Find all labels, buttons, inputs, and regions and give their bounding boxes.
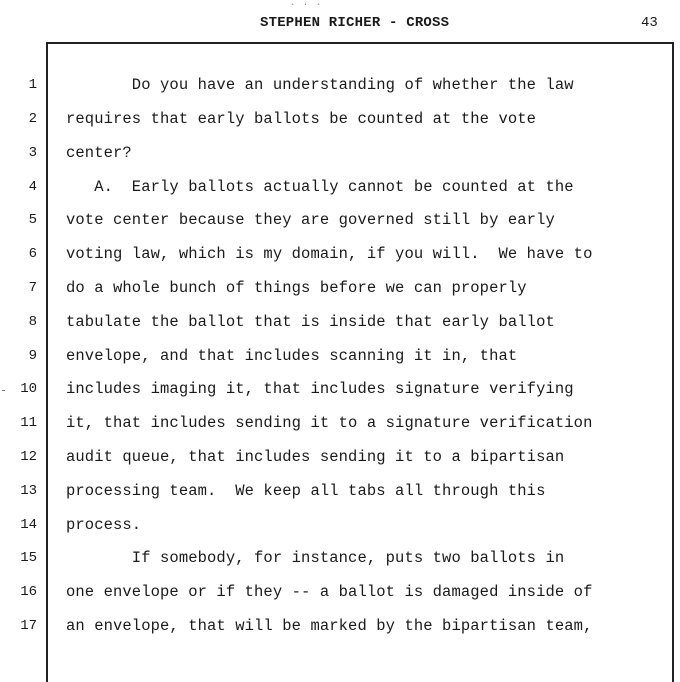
- line-number: 9: [28, 348, 37, 364]
- transcript-line: it, that includes sending it to a signature verification: [66, 414, 593, 432]
- transcript-line: Do you have an understanding of whether the law: [66, 76, 574, 94]
- line-number: 16: [20, 584, 37, 600]
- transcript-line: processing team. We keep all tabs all through this: [66, 482, 546, 500]
- transcript-line: A. Early ballots actually cannot be counted at the: [66, 178, 574, 196]
- transcript-line: center?: [66, 144, 132, 162]
- page-header-title: STEPHEN RICHER - CROSS: [260, 15, 450, 31]
- line-number: 10: [20, 381, 37, 397]
- top-dots-decoration: · · ·: [290, 0, 323, 10]
- line-number: 5: [28, 212, 37, 228]
- line-number: 8: [28, 314, 37, 330]
- line-number: 13: [20, 483, 37, 499]
- line-number: 4: [28, 179, 37, 195]
- transcript-line: an envelope, that will be marked by the bipartisan team,: [66, 617, 593, 635]
- transcript-line: tabulate the ballot that is inside that early ballot: [66, 313, 555, 331]
- line-number: 17: [20, 618, 37, 634]
- line-number: 11: [20, 415, 37, 431]
- line-number: 1: [28, 77, 37, 93]
- transcript-line: process.: [66, 516, 142, 534]
- transcript-line: vote center because they are governed still by early: [66, 211, 555, 229]
- line-number: 15: [20, 550, 37, 566]
- transcript-line: requires that early ballots be counted at the vote: [66, 110, 537, 128]
- transcript-line: audit queue, that includes sending it to a bipartisan: [66, 448, 565, 466]
- line-number: 14: [20, 517, 37, 533]
- page-number: 43: [641, 15, 658, 31]
- line-number: 2: [28, 111, 37, 127]
- transcript-line: includes imaging it, that includes signature verifying: [66, 380, 574, 398]
- line-number: 7: [28, 280, 37, 296]
- transcript-line: voting law, which is my domain, if you will. We have to: [66, 245, 593, 263]
- transcript-line: do a whole bunch of things before we can properly: [66, 279, 527, 297]
- line-number: 12: [20, 449, 37, 465]
- transcript-line: envelope, and that includes scanning it in, that: [66, 347, 518, 365]
- transcript-line: one envelope or if they -- a ballot is damaged inside of: [66, 583, 593, 601]
- line-number: 3: [28, 145, 37, 161]
- transcript-line: If somebody, for instance, puts two ballots in: [66, 549, 565, 567]
- line-number: 6: [28, 246, 37, 262]
